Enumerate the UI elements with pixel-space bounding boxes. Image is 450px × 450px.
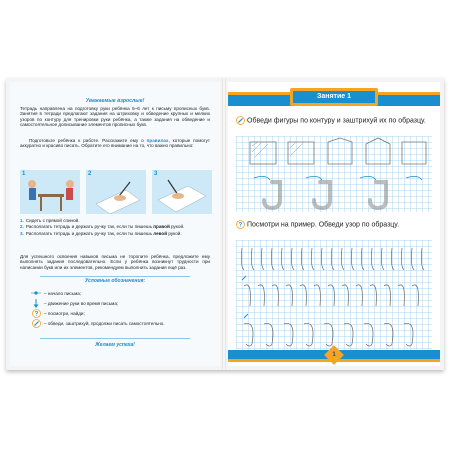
page-number: 1 <box>332 352 336 358</box>
tracing-grid-shapes <box>236 136 432 212</box>
lesson-badge <box>290 88 378 106</box>
legend <box>28 288 208 328</box>
divider <box>40 276 190 277</box>
rule-text: Располагать тетрадь и держать ручку так, если ты пишешь <box>25 230 154 236</box>
rule-text: Располагать тетрадь и держать ручку так, если ты пишешь <box>25 224 154 230</box>
posture-illustrations <box>20 170 212 214</box>
intro-paragraph: Тетрадь направлена на подготовку руки ребёнка 5–6 лет к письму прописных букв. Занятия в тетради предлагают задания на штриховку и обведение крупных и мелких узоров по контуру для тренировки руки ребёнка, а также задания на обведение и самостоятельное дописывание элементов прописных букв. <box>20 106 210 128</box>
legend-item <box>28 298 208 308</box>
preparation-paragraph <box>20 138 210 149</box>
left-page <box>10 82 220 366</box>
start-dot-icon <box>28 290 44 296</box>
pattern-tracing-image <box>236 240 432 350</box>
legend-item <box>28 318 208 328</box>
shapes-tracing-image <box>236 136 432 212</box>
advice-paragraph: Для успешного освоения навыков письма не торопите ребёнка, предложите ему выполнять задания последовательно. Если у ребёнка возникнут трудности при написании букв или их элементов, рекомендуем выполнить задания ещё раз. <box>20 254 210 270</box>
paragraph-text: Подготовьте ребёнка к работе. Расскажите ему о <box>28 138 147 143</box>
adults-title: Уважаемые взрослые! <box>85 98 145 104</box>
rule-emphasis: левой <box>153 230 168 236</box>
rule-text: рукой. <box>167 230 182 236</box>
right-page <box>228 82 440 366</box>
picture-number: 2 <box>88 171 92 177</box>
paragraph-text: , которые помогут аккуратно и красиво писать. Обратите его внимание на то, что важно правильно: <box>20 138 210 149</box>
legend-text: – движение руки во время письма; <box>44 300 119 306</box>
rule-text: Сидеть с прямой спиной. <box>25 218 80 223</box>
workbook-spread <box>6 78 444 370</box>
rules-link: правилах <box>146 138 169 143</box>
pencil-icon <box>28 319 44 328</box>
task-two <box>236 220 432 229</box>
pencil-icon <box>236 116 245 125</box>
task-instruction: Обведи фигуры по контуру и заштрихуй их по образцу. <box>247 117 426 125</box>
rule-item <box>20 231 210 236</box>
svg-text:?: ? <box>238 222 243 229</box>
rule-text: рукой. <box>169 224 185 230</box>
arrow-down-icon <box>28 299 44 308</box>
illustration-right-hand <box>86 170 146 214</box>
rule-emphasis: правой <box>153 224 170 230</box>
book-spine <box>222 78 226 370</box>
svg-text:?: ? <box>34 311 38 318</box>
page-number-badge <box>324 345 344 365</box>
illustration-sitting <box>20 170 80 214</box>
good-luck-text: Желаем успеха! <box>95 342 135 348</box>
task-one <box>236 116 432 125</box>
rule-number: 1. <box>20 218 24 223</box>
illustration-left-hand <box>152 170 212 214</box>
rule-number: 2. <box>20 224 24 230</box>
left-hand-writing-image <box>152 170 212 214</box>
rule-number: 3. <box>20 230 24 236</box>
posture-rules <box>20 218 210 237</box>
legend-item <box>28 288 208 298</box>
legend-item <box>28 308 208 318</box>
legend-title: Условные обозначения: <box>84 278 146 284</box>
legend-text: – посмотри, найди; <box>44 310 85 316</box>
picture-number: 3 <box>154 171 158 177</box>
question-icon <box>236 220 245 229</box>
right-hand-writing-image <box>86 170 146 214</box>
picture-number: 1 <box>22 171 26 177</box>
rule-item <box>20 218 210 223</box>
question-icon <box>28 309 44 318</box>
task-instruction: Посмотри на пример. Обведи узор по образцу. <box>247 221 400 229</box>
legend-text: – начало письма; <box>44 290 82 296</box>
divider <box>40 338 190 339</box>
lesson-title: Занятие 1 <box>293 91 375 103</box>
rule-item <box>20 224 210 229</box>
children-at-desk-image <box>20 170 80 214</box>
tracing-grid-patterns <box>236 240 432 350</box>
legend-text: – обведи, заштрихуй, продолжи писать самостоятельно. <box>44 320 165 326</box>
